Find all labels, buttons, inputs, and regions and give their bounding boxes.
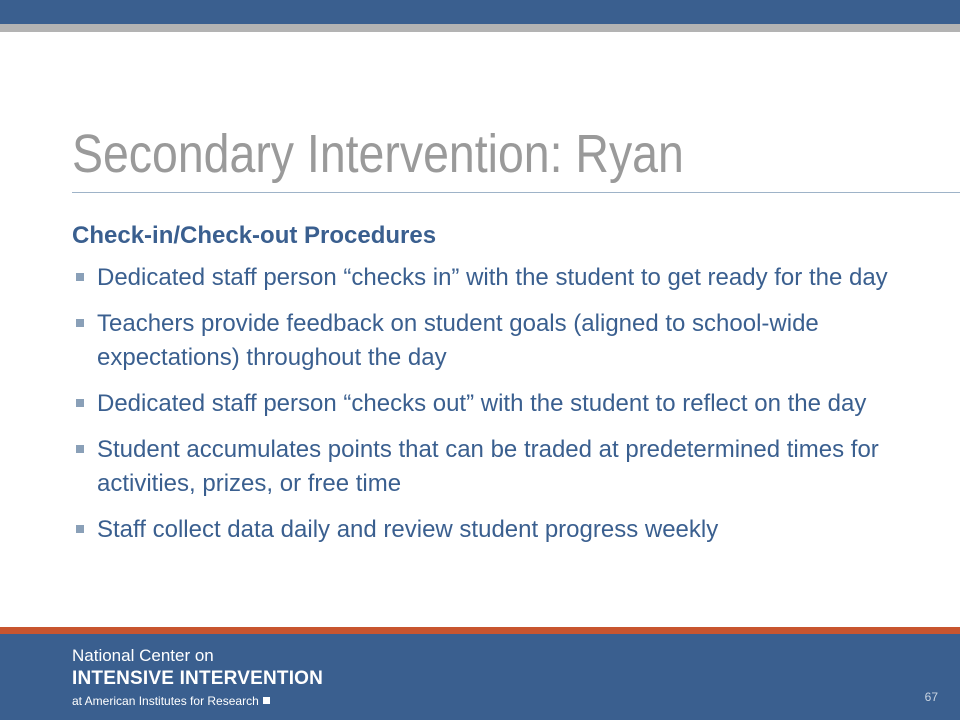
bullet-item xyxy=(72,513,932,547)
title-divider xyxy=(72,192,960,193)
top-header-bar xyxy=(0,0,960,24)
square-bullet-icon xyxy=(76,399,84,407)
org-affiliation xyxy=(72,694,270,708)
org-affiliation-text: at American Institutes for Research xyxy=(72,694,259,708)
bullet-text: Staff collect data daily and review student progress weekly xyxy=(97,516,719,543)
page-number: 67 xyxy=(924,690,938,704)
square-bullet-icon xyxy=(76,445,84,453)
bullet-text: Dedicated staff person “checks out” with the student to reflect on the day xyxy=(97,390,867,417)
square-bullet-icon xyxy=(76,319,84,327)
square-bullet-icon xyxy=(76,273,84,281)
org-name-line1: National Center on xyxy=(72,646,214,665)
top-gray-stripe xyxy=(0,24,960,32)
footer-bar xyxy=(0,634,960,720)
slide-title: Secondary Intervention: Ryan xyxy=(72,124,684,184)
org-name-line2: INTENSIVE INTERVENTION xyxy=(72,668,324,689)
bullet-item xyxy=(72,433,932,501)
square-logo-icon xyxy=(263,697,270,704)
square-bullet-icon xyxy=(76,525,84,533)
bullet-text: Dedicated staff person “checks in” with the student to get ready for the day xyxy=(97,264,888,291)
bullet-text: Student accumulates points that can be traded at predetermined times for activities, prizes, or free time xyxy=(97,436,879,497)
bullet-item xyxy=(72,261,932,295)
footer-accent-band xyxy=(0,627,960,634)
slide-content xyxy=(72,218,932,559)
bullet-item xyxy=(72,307,932,375)
section-heading: Check-in/Check-out Procedures xyxy=(72,222,437,249)
bullet-item xyxy=(72,387,932,421)
bullet-list xyxy=(72,261,932,547)
bullet-text: Teachers provide feedback on student goals (aligned to school-wide expectations) throughout the day xyxy=(97,310,819,371)
